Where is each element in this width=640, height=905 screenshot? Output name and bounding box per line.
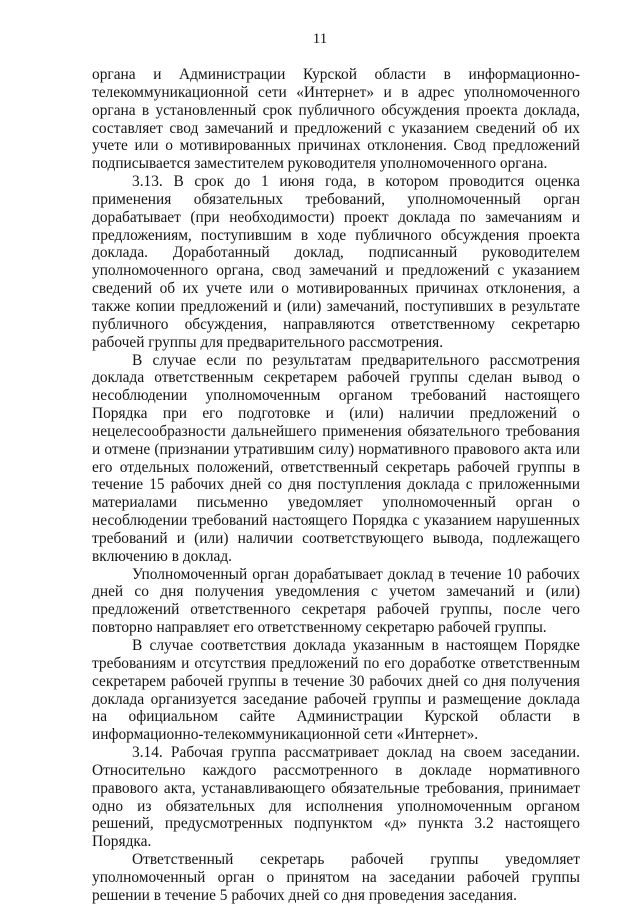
page-number: 11 — [312, 31, 328, 47]
paragraph-revision: Уполномоченный орган дорабатывает доклад в течение 10 рабочих дней со дня получения уведомления с учетом замечаний и (или) предложений ответственного секретаря рабочей группы, после чего повторно направляет его ответственному секретарю рабочей группы. — [92, 565, 580, 637]
paragraph-3-14: 3.14. Рабочая группа рассматривает доклад на своем заседании. Относительно каждого рассмотренного в докладе нормативного правового акта, устанавливающего обязательные требования, принимает одно из обязательных для исполнения уполномоченным органом решений, предусмотренных подпунктом «д» пункта 3.2 настоящего Порядка. — [92, 744, 580, 851]
paragraph-preliminary-review: В случае если по результатам предварительного рассмотрения доклада ответственным секретарем рабочей группы сделан вывод о несоблюдении уполномоченным органом требований настоящего Порядка при его подготовке и (или) наличии предложений о нецелесообразности дальнейшего применения обязательного требования и отмене (признании утратившим силу) нормативного правового акта или его отдельных положений, ответственный секретарь рабочей группы в течение 15 рабочих дней со дня поступления доклада с приложенными материалами письменно уведомляет уполномоченный орган о несоблюдении требований настоящего Порядка с указанием нарушенных требований и (или) наличии соответствующего вывода, подлежащего включению в доклад. — [92, 351, 580, 565]
paragraph-continuation: органа и Администрации Курской области в информационно-телекоммуникационной сети «Интернет» и в адрес уполномоченного органа в установленный срок публичного обсуждения проекта доклада, составляет свод замечаний и предложений с указанием сведений об их учете или о мотивированных причинах отклонения. Свод предложений подписывается заместителем руководителя уполномоченного органа. — [92, 66, 580, 173]
paragraph-3-13: 3.13. В срок до 1 июня года, в котором проводится оценка применения обязательных требований, уполномоченный орган дорабатывает (при необходимости) проект доклада по замечаниям и предложениям, поступившим в ходе публичного обсуждения проекта доклада. Доработанный доклад, подписанный руководителем уполномоченного органа, свод замечаний и предложений с указанием сведений об их учете или о мотивированных причинах отклонения, а также копии предложений и (или) замечаний, поступивших в результате публичного обсуждения, направляются ответственному секретарю рабочей группы для предварительного рассмотрения. — [92, 173, 580, 351]
document-body — [92, 66, 580, 905]
paragraph-meeting-organization: В случае соответствия доклада указанным в настоящем Порядке требованиям и отсутствия предложений по его доработке ответственным секретарем рабочей группы в течение 30 рабочих дней со дня получения доклада организуется заседание рабочей группы и размещение доклада на официальном сайте Администрации Курской области в информационно-телекоммуникационной сети «Интернет». — [92, 637, 580, 744]
paragraph-notification: Ответственный секретарь рабочей группы уведомляет уполномоченный орган о принятом на заседании рабочей группы решении в течение 5 рабочих дней со дня проведения заседания. — [92, 851, 580, 904]
